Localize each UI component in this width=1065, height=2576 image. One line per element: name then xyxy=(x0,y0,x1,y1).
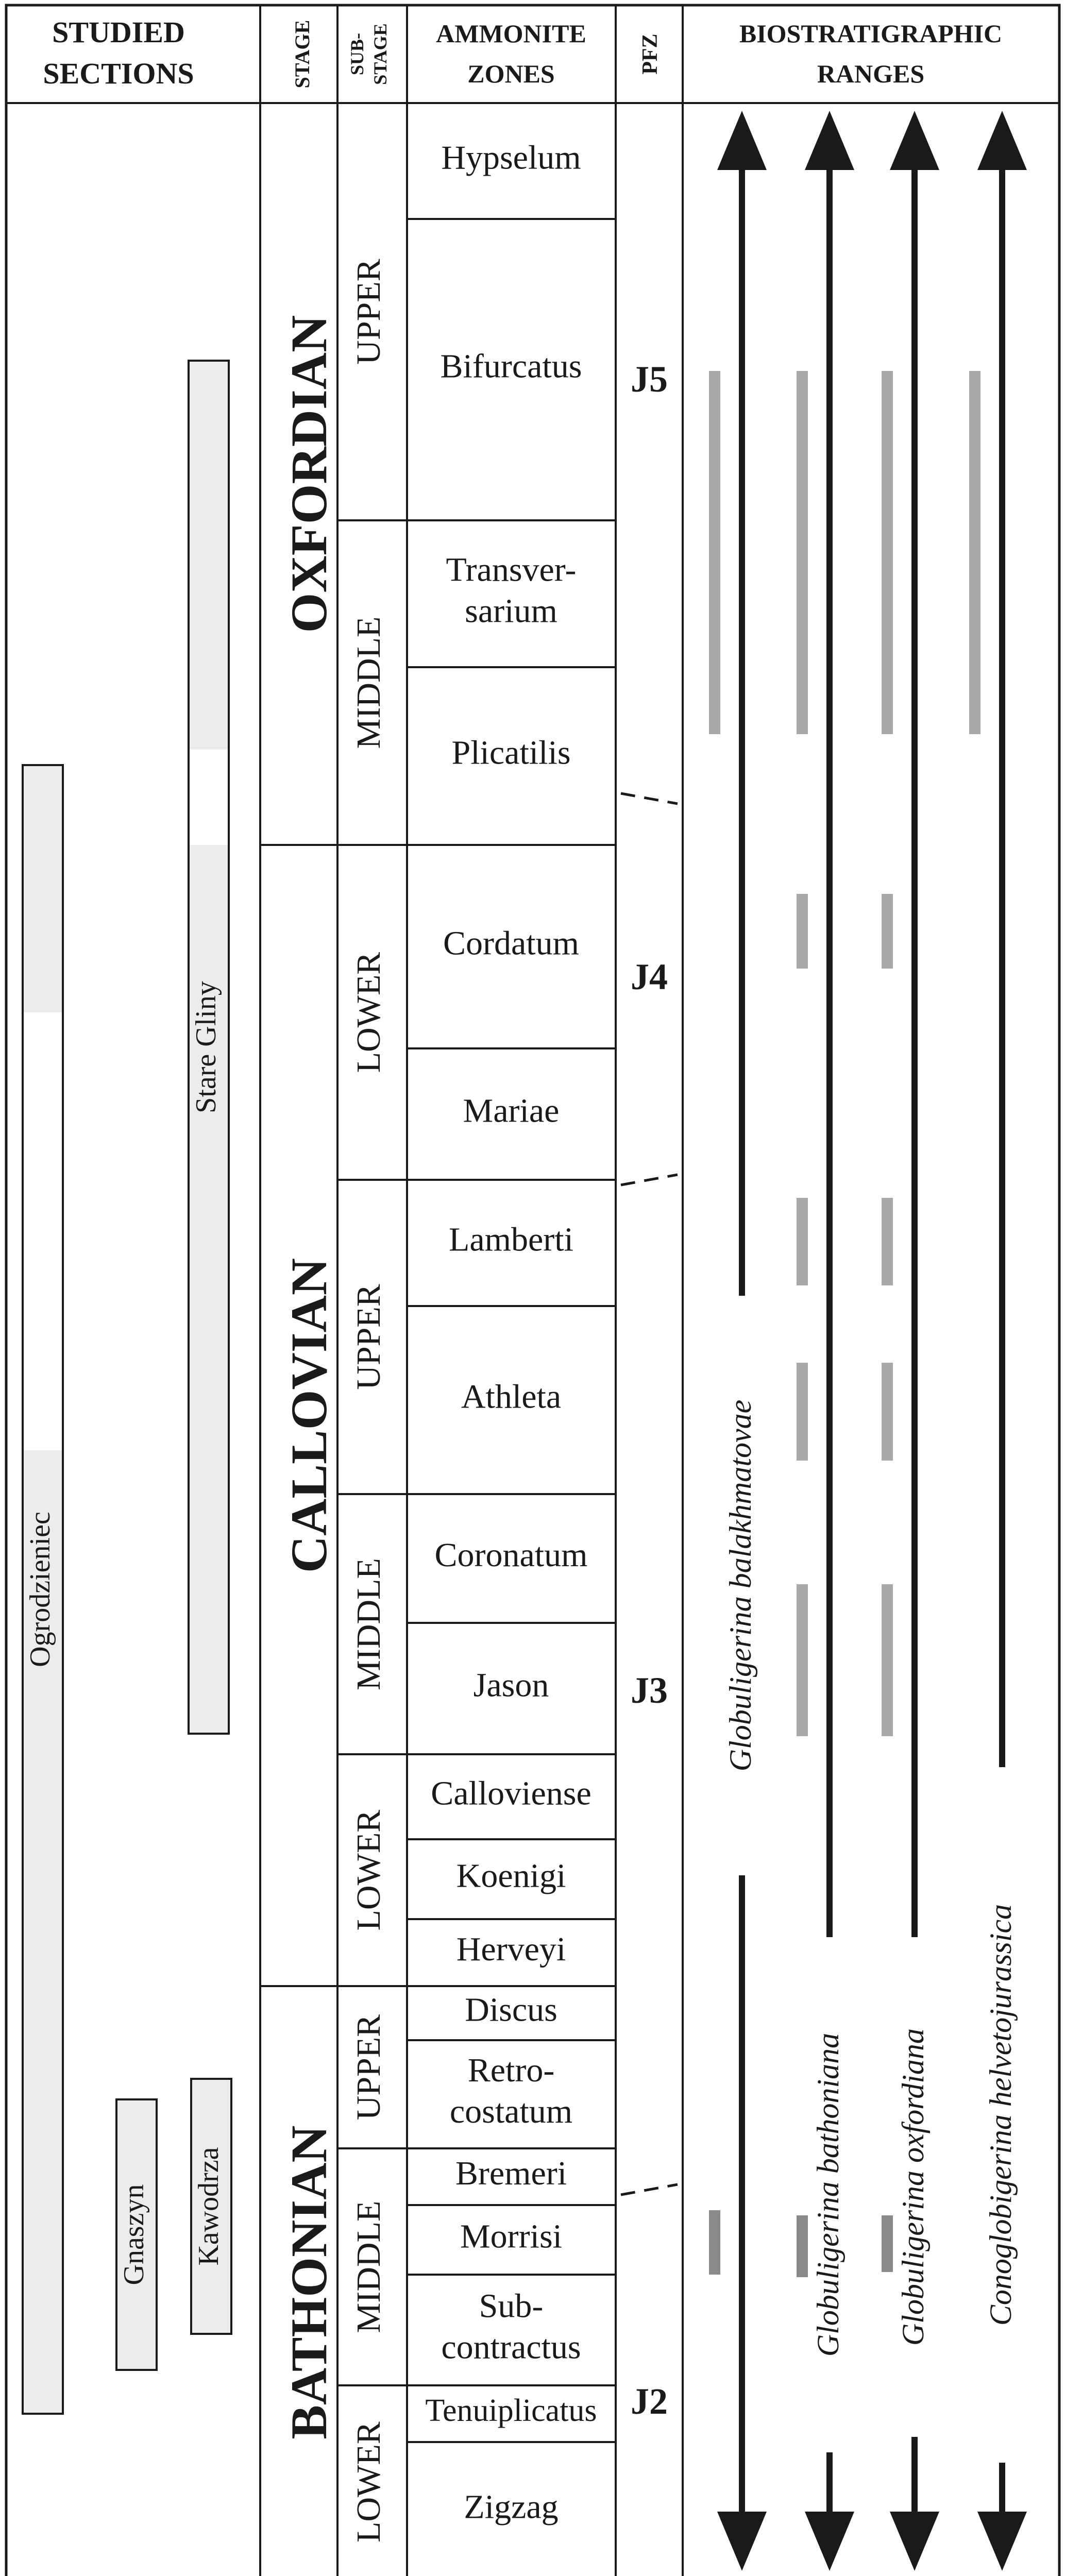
substage-label: UPPER xyxy=(350,2014,388,2121)
section-gap xyxy=(24,1012,62,1450)
polish-basin-range xyxy=(882,1363,893,1461)
header-row xyxy=(43,15,1002,90)
header-stage-2: STAGE xyxy=(370,23,391,85)
header-ranges: RANGES xyxy=(817,59,925,88)
substage-label: UPPER xyxy=(350,259,388,365)
zone-label: contractus xyxy=(441,2328,581,2366)
polish-basin-range xyxy=(882,2215,893,2272)
stage-label: CALLOVIAN xyxy=(280,1258,337,1573)
zone-label: Jason xyxy=(473,1666,549,1704)
zone-label: Calloviense xyxy=(431,1774,591,1812)
stage-label: OXFORDIAN xyxy=(280,315,337,633)
polish-basin-range xyxy=(969,371,981,734)
pfz-boundary xyxy=(621,2184,678,2195)
zone-label: Athleta xyxy=(461,1378,562,1416)
header-sections: SECTIONS xyxy=(43,57,194,90)
stage-column xyxy=(260,315,337,2439)
polish-basin-range xyxy=(882,371,893,734)
zone-label: Morrisi xyxy=(460,2217,562,2256)
polish-basin-range xyxy=(882,1198,893,1285)
range-arrow-up xyxy=(977,111,1027,170)
substage-label: LOWER xyxy=(350,952,388,1073)
zone-label: Lamberti xyxy=(449,1221,573,1259)
range-arrow-down xyxy=(977,2512,1027,2571)
substage-column xyxy=(337,259,407,2543)
substage-label: UPPER xyxy=(350,1284,388,1390)
section-label: Kawodrza xyxy=(192,2147,225,2266)
species-name: Globuligerina bathoniana xyxy=(810,2032,845,2357)
zone-label: Sub- xyxy=(479,2287,544,2325)
header-sub: SUB- xyxy=(347,32,367,76)
zone-label: Zigzag xyxy=(464,2488,559,2526)
header-ammonite: AMMONITE xyxy=(436,19,586,48)
polish-basin-range xyxy=(797,1584,808,1736)
zone-label: Koenigi xyxy=(456,1857,566,1895)
polish-basin-range xyxy=(797,1363,808,1461)
zone-label: Discus xyxy=(465,1991,557,2029)
section-label: Gnaszyn xyxy=(117,2184,150,2285)
range-arrow-up xyxy=(717,111,767,170)
header-stage: STAGE xyxy=(291,20,314,89)
substage-label: LOWER xyxy=(350,1809,388,1931)
zone-label: Tenuiplicatus xyxy=(425,2393,597,2429)
header-studied: STUDIED xyxy=(52,15,185,49)
pfz-label: J2 xyxy=(631,2381,668,2422)
polish-basin-range xyxy=(882,894,893,969)
species-name: Globuligerina balakhmatovae xyxy=(723,1399,757,1772)
polish-basin-range xyxy=(797,371,808,734)
substage-label: LOWER xyxy=(350,2421,388,2543)
zone-label: Mariae xyxy=(463,1092,560,1130)
zone-label: Cordatum xyxy=(443,924,579,962)
polish-basin-range xyxy=(882,1584,893,1736)
biostratigraphic-ranges-column xyxy=(709,111,1027,2571)
zone-label: Bremeri xyxy=(455,2155,567,2193)
pfz-label: J5 xyxy=(631,359,668,400)
section-gap xyxy=(190,750,228,845)
zone-label: Plicatilis xyxy=(451,734,571,772)
zone-label: Transver- xyxy=(446,551,577,589)
zone-label: costatum xyxy=(449,2093,573,2131)
zone-label: Retro- xyxy=(467,2052,555,2090)
range-arrow-down xyxy=(717,2512,767,2571)
pfz-boundary xyxy=(621,1175,678,1185)
zone-label: Hypselum xyxy=(441,139,581,177)
section-label: Ogrodzieniec xyxy=(24,1512,56,1667)
zone-label: sarium xyxy=(465,592,557,630)
species-name: Globuligerina oxfordiana xyxy=(895,2028,930,2346)
pfz-boundary xyxy=(621,793,678,804)
section-label: Stare Gliny xyxy=(190,981,222,1113)
range-arrow-down xyxy=(890,2512,939,2571)
header-zones: ZONES xyxy=(467,59,555,88)
substage-label: MIDDLE xyxy=(350,2200,388,2333)
zone-label: Herveyi xyxy=(456,1930,566,1969)
ammonite-zones-column xyxy=(407,139,616,2526)
header-biostratigraphic: BIOSTRATIGRAPHIC xyxy=(739,19,1003,48)
zone-label: Coronatum xyxy=(434,1536,588,1574)
range-arrow-up xyxy=(805,111,854,170)
studied-sections-column xyxy=(23,361,231,2414)
polish-basin-range xyxy=(709,2210,720,2275)
substage-label: MIDDLE xyxy=(350,1558,388,1690)
polish-basin-range xyxy=(709,371,720,734)
pfz-label: J4 xyxy=(631,956,668,997)
header-pfz: PFZ xyxy=(638,33,662,75)
pfz-column xyxy=(621,359,678,2422)
polish-basin-range xyxy=(797,894,808,969)
pfz-label: J3 xyxy=(631,1670,668,1711)
species-name: Conoglobigerina helvetojurassica xyxy=(983,1904,1018,2326)
zone-label: Bifurcatus xyxy=(440,347,582,385)
range-arrow-up xyxy=(890,111,939,170)
substage-label: MIDDLE xyxy=(350,616,388,749)
polish-basin-range xyxy=(797,1198,808,1285)
stage-label: BATHONIAN xyxy=(280,2125,337,2439)
polish-basin-range xyxy=(797,2215,808,2277)
range-arrow-down xyxy=(805,2512,854,2571)
